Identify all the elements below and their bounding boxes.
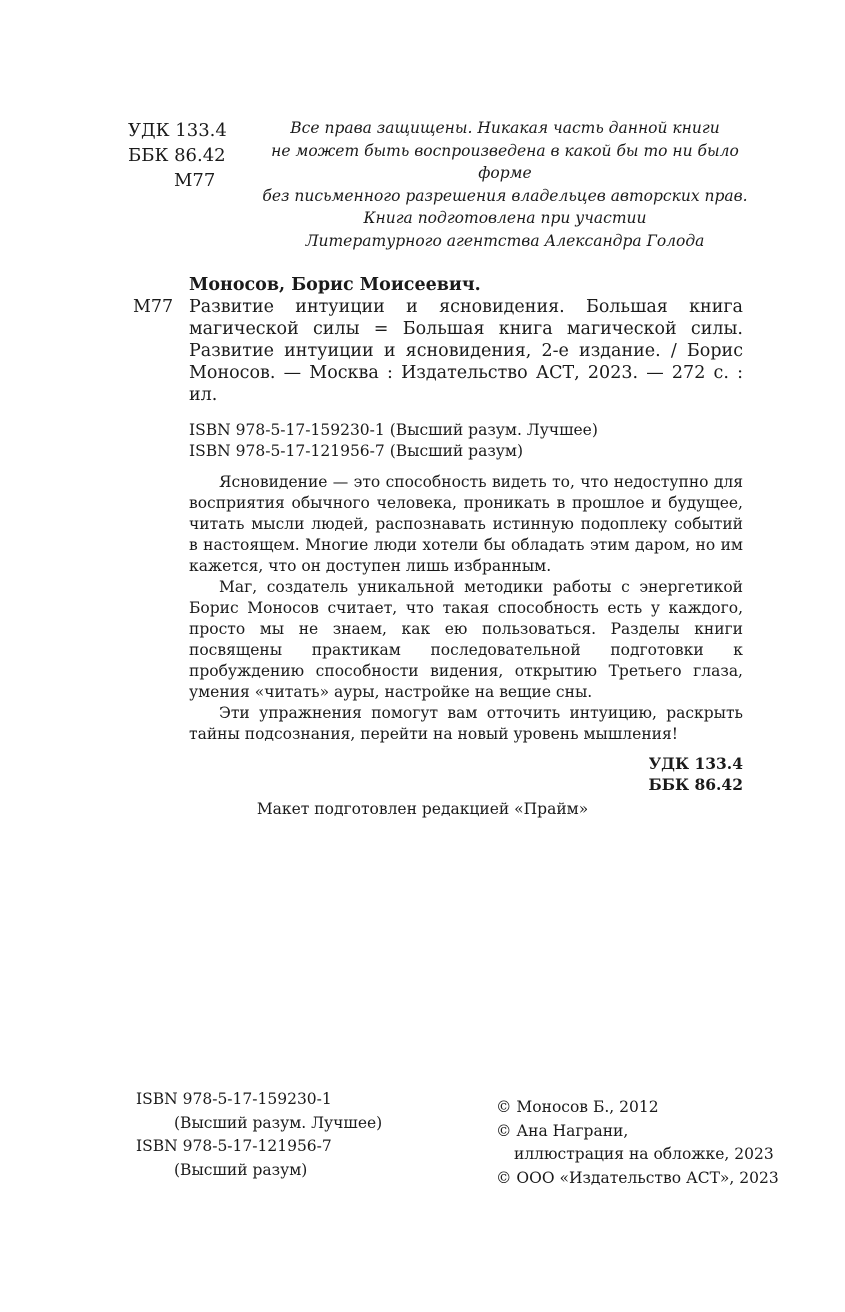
rights-notice [255, 117, 755, 252]
rights-line: Все права защищены. Никакая часть данной книги [290, 119, 720, 137]
isbn-line: ISBN 978-5-17-121956-7 (Высший разум) [189, 442, 523, 460]
rights-line: Книга подготовлена при участии [363, 209, 647, 227]
author-mark: М77 [174, 170, 216, 191]
isbn-footer [136, 1088, 382, 1182]
isbn-list [189, 420, 743, 462]
rights-line: без письменного разрешения владельцев авторских прав. [262, 186, 748, 205]
copyright-line: иллюстрация на обложке, 2023 [514, 1145, 774, 1163]
classification-codes [189, 753, 743, 795]
series-name: (Высший разум. Лучшее) [174, 1113, 383, 1132]
annotation [189, 472, 743, 745]
annotation-paragraph: Эти упражнения помогут вам отточить интуицию, раскрыть тайны подсознания, перейти на новый уровень мышления! [189, 704, 743, 743]
udk-code-bold: УДК 133.4 [648, 754, 743, 773]
isbn-number: ISBN 978-5-17-121956-7 [136, 1137, 332, 1155]
bbk-code-bold: ББК 86.42 [648, 775, 743, 794]
annotation-paragraph: Маг, создатель уникальной методики работы с энергетикой Борис Моносов считает, что такая способность есть у каждого, просто мы не знаем, как ею пользоваться. Разделы книги посвящены практикам последовательной подготовки к пробуждению способности видения, открытию Третьего глаза, умения «читать» ауры, настройке на вещие сны. [189, 578, 743, 701]
entry-description: Развитие интуиции и ясновидения. Большая книга магической силы = Большая книга магической силы. Развитие интуиции и ясновидения, 2-е издание. / Борис Моносов. — Москва : Издательство АСТ, 2023. — 272 с. : ил. [189, 297, 743, 405]
udk-header [128, 118, 227, 193]
copyright-block [496, 1096, 779, 1190]
isbn-line: ISBN 978-5-17-159230-1 (Высший разум. Лучшее) [189, 421, 598, 439]
bbk-code: ББК 86.42 [128, 145, 226, 166]
rights-line: Литературного агентства Александра Голода [305, 231, 705, 250]
bibliographic-record [133, 274, 743, 795]
entry-mark: М77 [133, 297, 174, 317]
bibliographic-entry [133, 296, 743, 406]
rights-line: не может быть воспроизведена в какой бы то ни было форме [271, 141, 739, 182]
author-heading: Моносов, Борис Моисеевич. [189, 275, 481, 295]
copyright-line: © Моносов Б., 2012 [496, 1098, 659, 1116]
layout-credit: Макет подготовлен редакцией «Прайм» [256, 800, 589, 818]
annotation-paragraph: Ясновидение — это способность видеть то, что недоступно для восприятия обычного человека, проникать в прошлое и будущее, читать мысли людей, распознавать истинную подоплеку событий в настоящем. Многие люди хотели бы обладать этим даром, но им кажется, что он доступен лишь избранным. [189, 473, 743, 575]
isbn-number: ISBN 978-5-17-159230-1 [136, 1090, 332, 1108]
copyright-line: © Ана Награни, [496, 1121, 629, 1140]
udk-code: УДК 133.4 [128, 120, 227, 141]
copyright-line: © ООО «Издательство АСТ», 2023 [496, 1168, 779, 1187]
series-name: (Высший разум) [174, 1160, 308, 1179]
